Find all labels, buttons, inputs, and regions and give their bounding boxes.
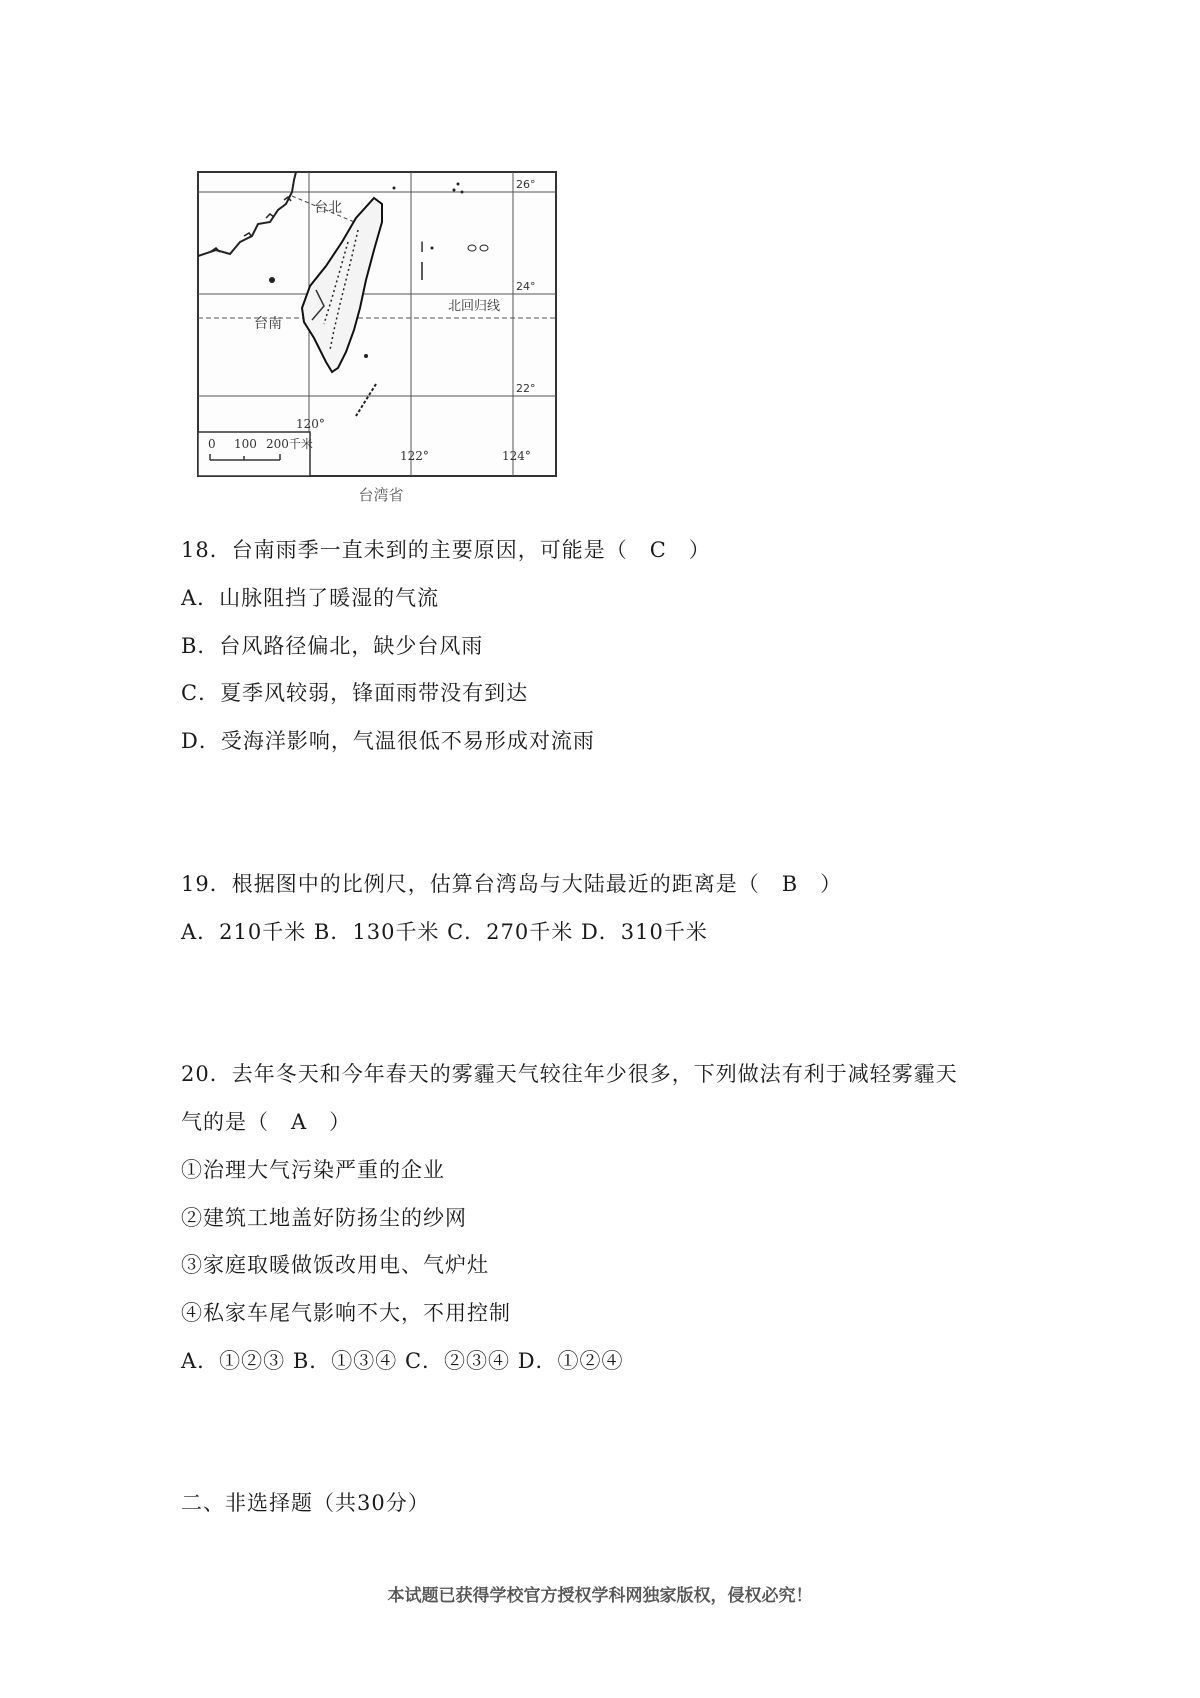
label-lon-122: 122° — [400, 449, 429, 463]
label-taipei: 台北 — [314, 200, 342, 216]
q18-option-d: D．受海洋影响，气温很低不易形成对流雨 — [181, 729, 595, 753]
q19-options: A．210千米 B．130千米 C．270千米 D．310千米 — [181, 920, 708, 944]
label-tainan: 台南 — [254, 316, 282, 332]
label-tropic: 北回归线 — [448, 299, 501, 314]
copyright-footer: 本试题已获得学校官方授权学科网独家版权，侵权必究！ — [387, 1586, 813, 1606]
penghu-islands — [269, 277, 275, 283]
q20-item-3: ③家庭取暖做饭改用电、气炉灶 — [181, 1253, 489, 1277]
svg-text:I: I — [420, 240, 425, 256]
q18-option-c: C．夏季风较弱，锋面雨带没有到达 — [181, 681, 529, 705]
q18-option-a: A．山脉阻挡了暖湿的气流 — [181, 586, 440, 610]
map-caption: 台湾省 — [358, 486, 404, 504]
q20-stem-line2: 气的是（ A ） — [181, 1110, 352, 1134]
q20-item-1: ①治理大气污染严重的企业 — [181, 1158, 445, 1182]
q20-stem-line1: 20．去年冬天和今年春天的雾霾天气较往年少很多，下列做法有利于减轻雾霾天 — [181, 1062, 958, 1086]
label-lon-120: 120° — [296, 417, 325, 431]
q18-option-b: B．台风路径偏北，缺少台风雨 — [181, 634, 484, 658]
taiwan-map — [196, 170, 558, 478]
label-lat-26: 26° — [516, 178, 536, 191]
label-lon-124: 124° — [502, 449, 531, 463]
q18-stem: 18．台南雨季一直未到的主要原因，可能是（ C ） — [181, 538, 711, 562]
q20-item-4: ④私家车尾气影响不大，不用控制 — [181, 1301, 511, 1325]
label-lat-24: 24° — [516, 280, 536, 293]
scale-label-200: 200千米 — [266, 437, 313, 451]
q19-stem: 19．根据图中的比例尺，估算台湾岛与大陆最近的距离是（ B ） — [181, 872, 843, 896]
section-title: 二、非选择题（共30分） — [181, 1491, 430, 1515]
scale-bar — [198, 432, 313, 476]
scale-label-0: 0 — [208, 437, 216, 451]
q20-item-2: ②建筑工地盖好防扬尘的纱网 — [181, 1206, 467, 1230]
label-lat-22: 22° — [516, 382, 536, 395]
scale-label-100: 100 — [234, 437, 257, 451]
q20-options: A．①②③ B．①③④ C．②③④ D．①②④ — [181, 1349, 624, 1373]
